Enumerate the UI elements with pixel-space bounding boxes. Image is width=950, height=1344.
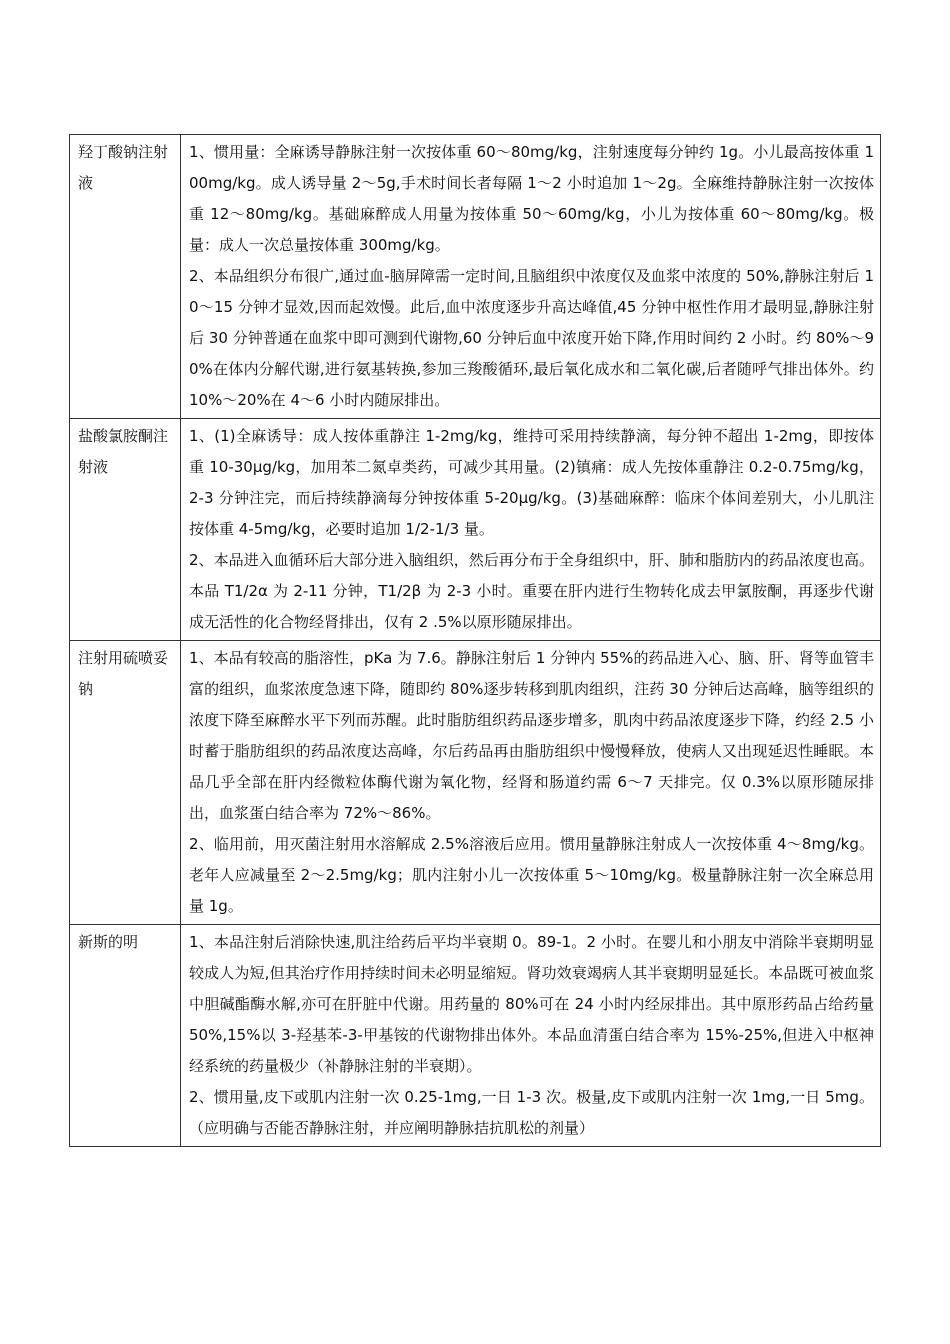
table-row — [70, 419, 881, 641]
drug-info-cell — [181, 419, 881, 641]
info-paragraph: 1、本品有较高的脂溶性，pKa 为 7.6。静脉注射后 1 分钟内 55%的药品进入心、脑、肝、肾等血管丰富的组织，血浆浓度急速下降，随即约 80%逐步转移到肌肉组织，注药 30 分钟后达高峰，脑等组织的浓度下降至麻醉水平下列而苏醒。此时脂肪组织药品逐步增多，肌肉中药品浓度逐步下降，约经 2.5 小时蓄于脂肪组织的药品浓度达高峰，尔后药品再由脂肪组织中慢慢释放，使病人又出现延迟性睡眠。本品几乎全部在肝内经微粒体酶代谢为氧化物，经肾和肠道约需 6～7 天排完。仅 0.3%以原形随尿排出，血浆蛋白结合率为 72%～86%。 — [189, 649, 874, 822]
drug-name-cell — [70, 925, 181, 1147]
info-paragraph: 1、惯用量：全麻诱导静脉注射一次按体重 60～80mg/kg，注射速度每分钟约 1g。小儿最高按体重 100mg/kg。成人诱导量 2～5g,手术时间长者每隔 1～2 小时追加 1～2g。全麻维持静脉注射一次按体重 12～80mg/kg。基础麻醉成人用量为按体重 50～60mg/kg，小儿为按体重 60～80mg/kg。极量：成人一次总量按体重 300mg/kg。 — [189, 143, 874, 254]
drug-info-cell — [181, 135, 881, 419]
drug-info-cell — [181, 641, 881, 925]
drug-name: 新斯的明 — [78, 933, 139, 951]
table-row — [70, 925, 881, 1147]
drug-name-cell — [70, 419, 181, 641]
drug-name: 羟丁酸钠注射液 — [78, 143, 169, 192]
drug-info-cell — [181, 925, 881, 1147]
table-row — [70, 641, 881, 925]
info-paragraph: 2、临用前，用灭菌注射用水溶解成 2.5%溶液后应用。惯用量静脉注射成人一次按体重 4～8mg/kg。老年人应减量至 2～2.5mg/kg；肌内注射小儿一次按体重 5～10mg/kg。极量静脉注射一次全麻总用量 1g。 — [189, 835, 874, 915]
drug-name-cell — [70, 641, 181, 925]
info-paragraph: 1、(1)全麻诱导：成人按体重静注 1-2mg/kg，维持可采用持续静滴，每分钟不超出 1-2mg，即按体重 10-30μg/kg，加用苯二氮卓类药，可减少其用量。(2)镇痛：成人先按体重静注 0.2-0.75mg/kg，2-3 分钟注完，而后持续静滴每分钟按体重 5-20μg/kg。(3)基础麻醉：临床个体间差别大，小儿肌注按体重 4-5mg/kg，必要时追加 1/2-1/3 量。 — [189, 427, 874, 538]
drug-name-cell — [70, 135, 181, 419]
drug-name: 盐酸氯胺酮注射液 — [78, 427, 169, 476]
info-paragraph: 2、本品组织分布很广,通过血-脑屏障需一定时间,且脑组织中浓度仅及血浆中浓度的 50%,静脉注射后 10～15 分钟才显效,因而起效慢。此后,血中浓度逐步升高达峰值,45 分钟中枢性作用才最明显,静脉注射后 30 分钟普通在血浆中即可测到代谢物,60 分钟后血中浓度开始下降,作用时间约 2 小时。约 80%～90%在体内分解代谢,进行氨基转换,参加三羧酸循环,最后氧化成水和二氧化碳,后者随呼气排出体外。约 10%～20%在 4～6 小时内随尿排出。 — [189, 267, 874, 409]
info-paragraph: 1、本品注射后消除快速,肌注给药后平均半衰期 0。89-1。2 小时。在婴儿和小朋友中消除半衰期明显较成人为短,但其治疗作用持续时间未必明显缩短。肾功效衰竭病人其半衰期明显延长。本品既可被血浆中胆碱酯酶水解,亦可在肝脏中代谢。用药量的 80%可在 24 小时内经尿排出。其中原形药品占给药量 50%,15%以 3-羟基苯-3-甲基铵的代谢物排出体外。本品血清蛋白结合率为 15%-25%,但进入中枢神经系统的药量极少（补静脉注射的半衰期）。 — [189, 933, 874, 1075]
drug-name: 注射用硫喷妥钠 — [78, 649, 169, 698]
table-row — [70, 135, 881, 419]
drug-table — [69, 134, 881, 1147]
info-paragraph: 2、本品进入血循环后大部分进入脑组织，然后再分布于全身组织中，肝、肺和脂肪内的药品浓度也高。本品 T1/2α 为 2-11 分钟，T1/2β 为 2-3 小时。重要在肝内进行生物转化成去甲氯胺酮，再逐步代谢成无活性的化合物经肾排出，仅有 2 .5%以原形随尿排出。 — [189, 551, 874, 631]
info-paragraph: 2、惯用量,皮下或肌内注射一次 0.25-1mg,一日 1-3 次。极量,皮下或肌内注射一次 1mg,一日 5mg。（应明确与否能否静脉注射，并应阐明静脉拮抗肌松的剂量） — [189, 1088, 874, 1137]
